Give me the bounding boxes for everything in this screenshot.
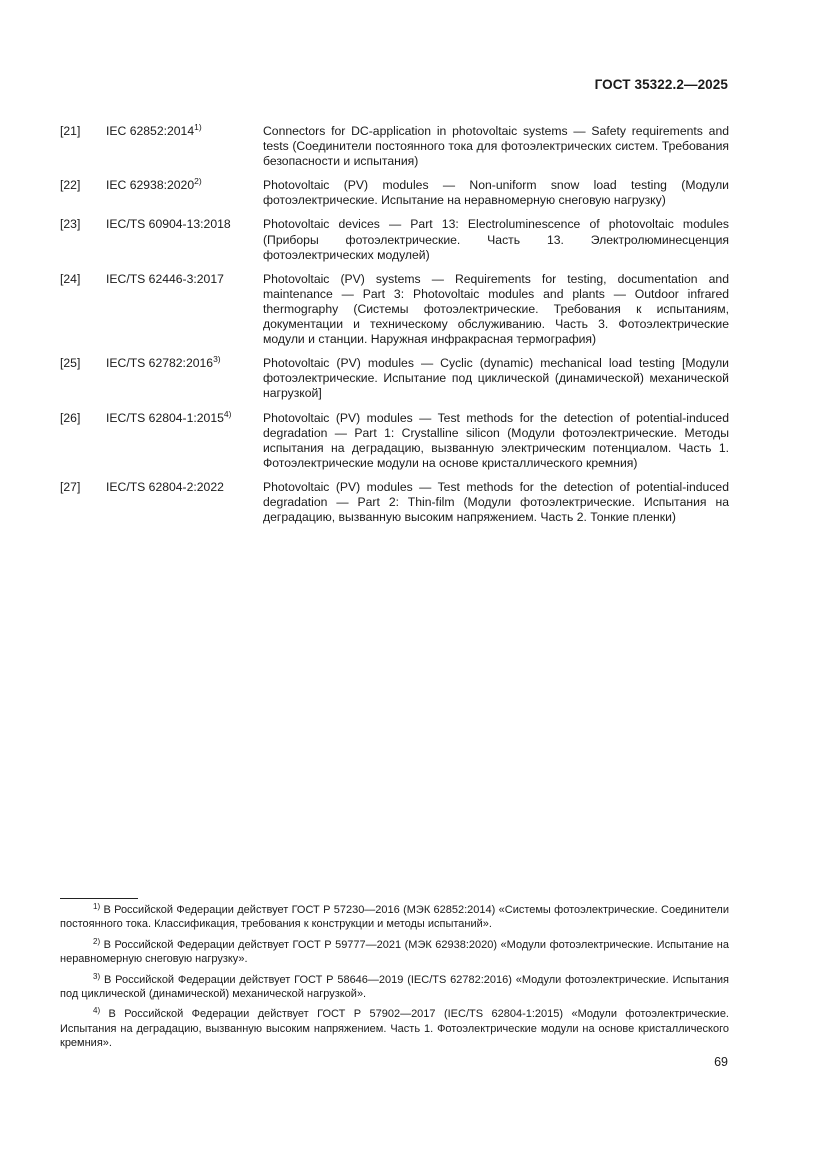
reference-standard-code: IEC/TS 60904-13:2018 <box>106 217 231 232</box>
footnote-marker: 4) <box>223 408 232 419</box>
footnote-marker: 3) <box>93 971 101 981</box>
footnote <box>60 938 729 967</box>
reference-number: [21] <box>60 124 81 138</box>
reference-item <box>60 480 729 525</box>
reference-item <box>60 272 729 347</box>
footnote-text: В Российской Федерации действует ГОСТ Р 57230—2016 (МЭК 62852:2014) «Системы фотоэлектрические. Соединители постоянного тока. Классификация, требования к конструкции и методы испытаний». <box>60 904 729 931</box>
reference-title: Connectors for DC-application in photovoltaic systems — Safety requirements and tests (Соединители постоянного тока для фотоэлектрических систем. Требования безопасности и испытания) <box>263 124 729 169</box>
footnotes <box>60 903 729 1057</box>
reference-number: [27] <box>60 479 81 494</box>
footnote-marker: 2) <box>194 176 202 187</box>
footnote <box>60 1007 729 1050</box>
footnote-marker: 1) <box>93 902 101 911</box>
reference-title: Photovoltaic (PV) modules — Non-uniform snow load testing (Модули фотоэлектрические. Испытание на неравномерную снеговую нагрузку) <box>263 178 729 208</box>
reference-number: [22] <box>60 178 81 193</box>
footnote-marker: 1) <box>194 122 202 132</box>
footnote-text: В Российской Федерации действует ГОСТ Р 57902—2017 (IEC/TS 62804-1:2015) «Модули фотоэлектрические. Испытания на деградацию, вызванную высоким напряжением. Часть 1. Фотоэлектрические модули на основе кристаллического кремния». <box>60 1008 729 1050</box>
reference-item <box>60 178 729 208</box>
reference-standard-code: IEC/TS 62804-1:2015$^{4)}$ <box>106 408 232 425</box>
footnote-separator <box>60 898 138 899</box>
footnote <box>60 903 729 932</box>
footnote-marker: 4) <box>93 1006 101 1016</box>
reference-standard-code: IEC/TS 62804-2:2022 <box>106 479 224 494</box>
reference-title: Photovoltaic (PV) modules — Test methods for the detection of potential-induced degradation — Part 1: Crystalline silicon (Модули фотоэлектрические. Методы испытания на деградацию, вызванную электрическим потенциалом. Часть 1. Фотоэлектрические модули на основе кристаллического кремния) <box>263 410 729 470</box>
footnote-text: В Российской Федерации действует ГОСТ Р 59777—2021 (МЭК 62938:2020) «Модули фотоэлектрические. Испытание на неравномерную снеговую нагрузку». <box>60 938 730 966</box>
reference-standard-code: IEC 62852:2014$^{1)}$ <box>106 122 202 138</box>
reference-list <box>60 124 729 534</box>
footnote-text: В Российской Федерации действует ГОСТ Р 58646—2019 (IEC/TS 62782:2016) «Модули фотоэлектрические. Испытания под циклической (динамической) механической нагрузкой». <box>60 973 729 1001</box>
reference-title: Photovoltaic (PV) systems — Requirements for testing, documentation and maintenance — Part 3: Photovoltaic modules and plants — Outdoor infrared thermography (Системы фотоэлектрические. Требования к испытаниям, документации и техническому обслуживанию. Часть 3. Фотоэлектрические модули и станции. Наружная инфракрасная термография) <box>263 271 729 347</box>
reference-item <box>60 217 729 262</box>
reference-number: [25] <box>60 356 81 371</box>
reference-title: Photovoltaic devices — Part 13: Electroluminescence of photovoltaic modules (Приборы фотоэлектрические. Часть 13. Электролюминесценция фотоэлектрических модулей) <box>263 217 729 262</box>
reference-item <box>60 124 729 169</box>
footnote-marker: 3) <box>213 354 221 365</box>
reference-title: Photovoltaic (PV) modules — Cyclic (dynamic) mechanical load testing [Модули фотоэлектрические. Испытание под циклической (динамической) механической нагрузкой] <box>263 356 729 401</box>
reference-standard-code: IEC 62938:2020$^{2)}$ <box>106 176 202 193</box>
footnote <box>60 973 729 1002</box>
reference-number: [26] <box>60 410 81 425</box>
reference-title: Photovoltaic (PV) modules — Test methods for the detection of potential-induced degradation — Part 2: Thin-film (Модули фотоэлектрические. Испытания на деградацию, вызванную высоким напряжением. Часть 2. Тонкие пленки) <box>263 479 729 525</box>
reference-number: [23] <box>60 217 81 232</box>
page-number: 69 <box>714 1055 728 1069</box>
document-header-id: ГОСТ 35322.2—2025 <box>594 77 728 92</box>
reference-item <box>60 408 729 471</box>
footnote-marker: 2) <box>93 936 101 946</box>
reference-item <box>60 356 729 401</box>
reference-standard-code: IEC/TS 62446-3:2017 <box>106 271 224 286</box>
reference-number: [24] <box>60 271 81 286</box>
reference-standard-code: IEC/TS 62782:2016$^{3)}$ <box>106 354 221 371</box>
